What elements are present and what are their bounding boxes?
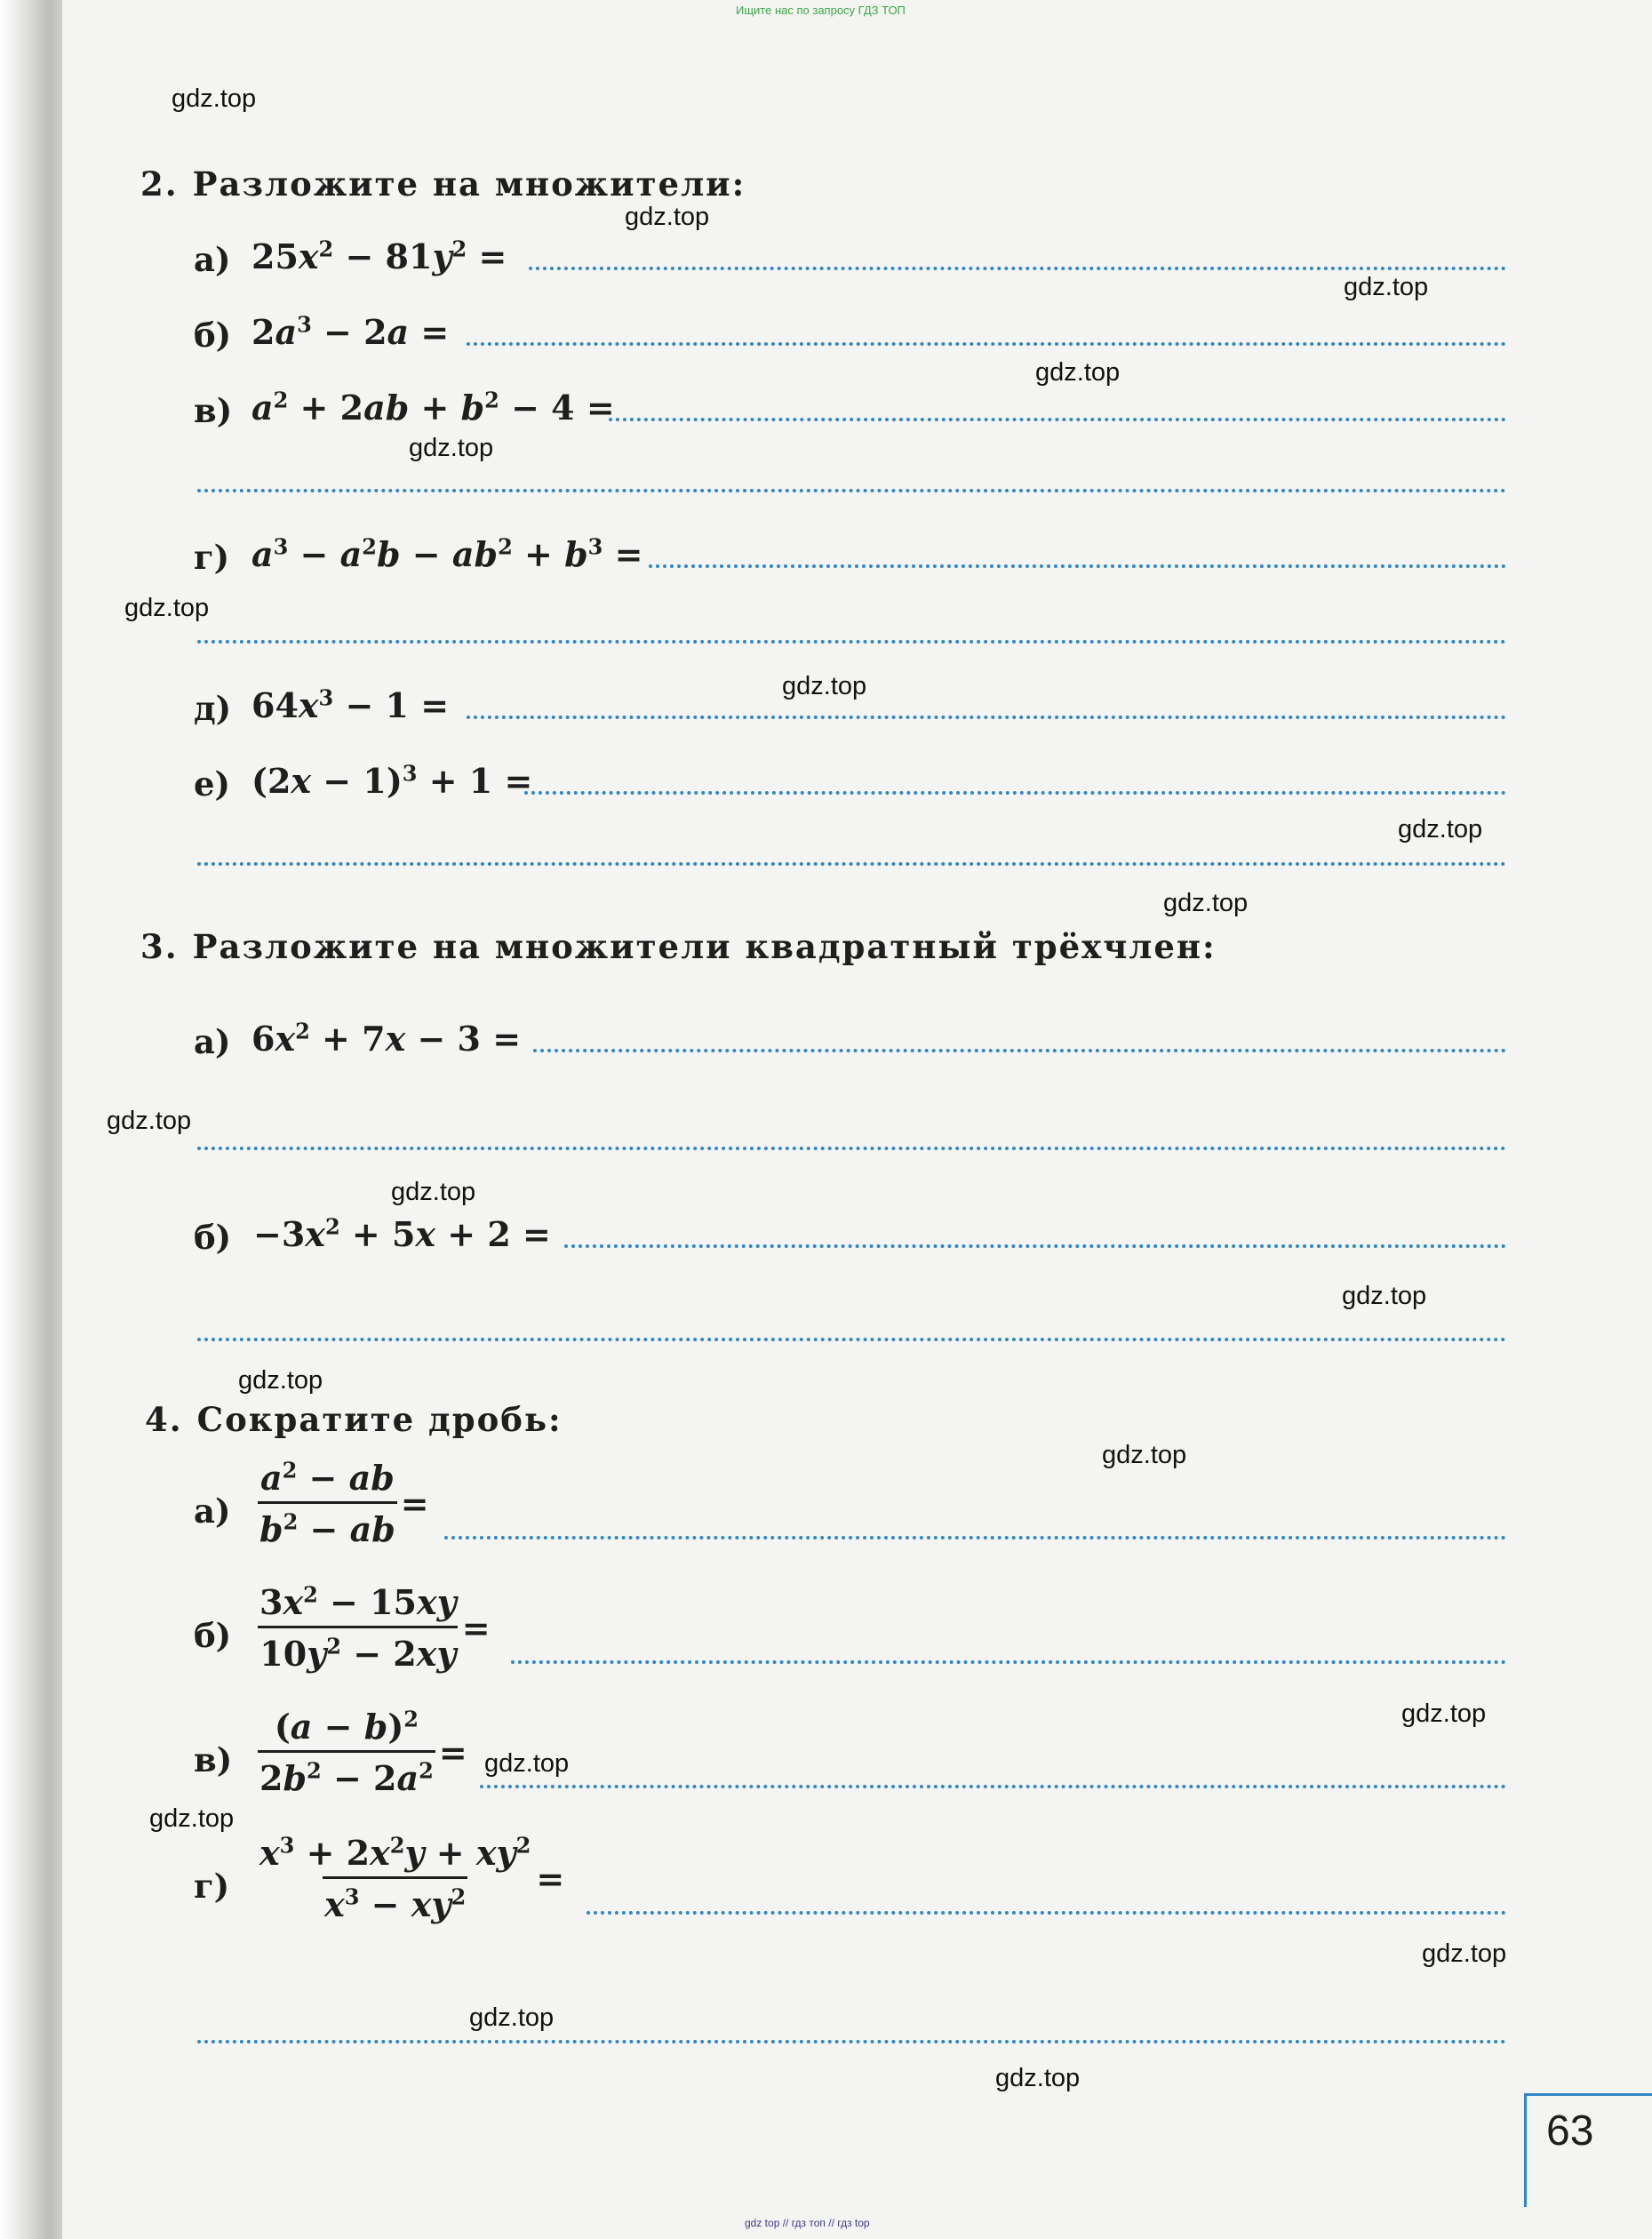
answer-line[interactable] — [480, 1785, 1506, 1788]
item-label: г) — [194, 538, 230, 577]
answer-line[interactable] — [444, 1536, 1506, 1539]
watermark: gdz.top — [625, 203, 710, 231]
answer-line[interactable] — [197, 2040, 1506, 2043]
watermark: gdz.top — [238, 1366, 323, 1395]
expression-2e: $(2x - 1)^3 + 1$ = — [251, 760, 533, 801]
expression-3a: $6x^2 + 7x - 3$ = — [251, 1018, 522, 1059]
expression-2b: $2a^3 - 2a$ = — [251, 311, 450, 352]
item-label: в) — [194, 1740, 233, 1779]
watermark: gdz.top — [1102, 1441, 1187, 1469]
expression-4b: $\frac{3x^2 - 15xy}{10y^2 - 2xy}$ = — [259, 1581, 491, 1674]
expression-2d: $64x^3 - 1$ = — [251, 684, 450, 725]
answer-line[interactable] — [197, 640, 1506, 644]
task-title: Разложите на множители: — [192, 164, 746, 204]
book-spine-shadow — [0, 0, 62, 2239]
page-number: 63 — [1546, 2107, 1594, 2155]
watermark: gdz.top — [391, 1178, 476, 1206]
task-2-heading — [140, 164, 746, 204]
watermark: gdz.top — [484, 1749, 570, 1778]
watermark: gdz.top — [409, 434, 494, 462]
answer-line[interactable] — [197, 1338, 1506, 1341]
watermark: gdz.top — [1035, 358, 1121, 387]
item-label: а) — [194, 1022, 231, 1061]
watermark: gdz.top — [1163, 889, 1249, 917]
watermark: gdz.top — [149, 1804, 235, 1833]
watermark: gdz.top — [995, 2064, 1081, 2092]
answer-line[interactable] — [649, 564, 1506, 568]
expression-4v: $\frac{(a - b)^2}{2b^2 - 2a^2}$ = — [259, 1706, 467, 1798]
answer-line[interactable] — [197, 489, 1506, 492]
answer-line[interactable] — [467, 716, 1506, 719]
answer-line[interactable] — [609, 418, 1506, 421]
answer-line[interactable] — [533, 1049, 1506, 1052]
answer-line[interactable] — [197, 862, 1506, 866]
answer-line[interactable] — [511, 1660, 1506, 1664]
answer-line[interactable] — [467, 342, 1506, 346]
watermark: gdz.top — [1344, 273, 1429, 301]
item-label: б) — [194, 1218, 232, 1257]
task-number: 3. — [140, 927, 179, 966]
watermark: gdz.top — [1342, 1282, 1427, 1310]
answer-line[interactable] — [587, 1911, 1506, 1915]
watermark: gdz.top — [107, 1107, 192, 1135]
task-number: 2. — [140, 164, 179, 204]
item-label: в) — [194, 391, 233, 430]
expression-2a: $25x^2 - 81y^2$ = — [251, 236, 507, 276]
expression-3b: $-3x^2 + 5x + 2$ = — [253, 1213, 551, 1254]
task-3-heading — [140, 927, 1217, 966]
item-label: б) — [194, 1616, 232, 1655]
watermark: gdz.top — [124, 594, 210, 622]
expression-2g: $a^3 - a^2b - ab^2 + b^3$ = — [251, 533, 643, 574]
item-label: а) — [194, 240, 231, 279]
watermark: gdz.top — [1398, 815, 1483, 844]
task-number: 4. — [145, 1400, 183, 1439]
item-label: е) — [194, 764, 231, 804]
item-label: д) — [194, 689, 232, 728]
task-title: Разложите на множители квадратный трёхчлен: — [192, 927, 1217, 966]
expression-4a: $\frac{a^2 - ab}{b^2 - ab}$ = — [259, 1457, 429, 1549]
answer-line[interactable] — [529, 267, 1506, 270]
task-4-heading — [145, 1400, 563, 1439]
watermark: gdz.top — [1401, 1699, 1487, 1728]
bottom-note: gdz top // гдз топ // гдз top — [745, 2217, 870, 2229]
answer-line[interactable] — [197, 1147, 1506, 1150]
item-label: а) — [194, 1491, 231, 1531]
watermark: gdz.top — [172, 84, 257, 113]
top-note: Ищите нас по запросу ГДЗ ТОП — [736, 4, 906, 17]
item-label: б) — [194, 316, 232, 355]
expression-4g: $\frac{x^3 + 2x^2y + xy^2}{x^3 - xy^2}$ = — [259, 1832, 565, 1924]
watermark: gdz.top — [469, 2003, 555, 2032]
expression-2v: $a^2 + 2ab + b^2 - 4$ = — [251, 387, 615, 428]
answer-line[interactable] — [564, 1244, 1506, 1248]
watermark: gdz.top — [1422, 1939, 1507, 1968]
task-title: Сократите дробь: — [196, 1400, 563, 1439]
watermark: gdz.top — [782, 672, 867, 700]
answer-line[interactable] — [524, 791, 1506, 795]
item-label: г) — [194, 1867, 230, 1906]
